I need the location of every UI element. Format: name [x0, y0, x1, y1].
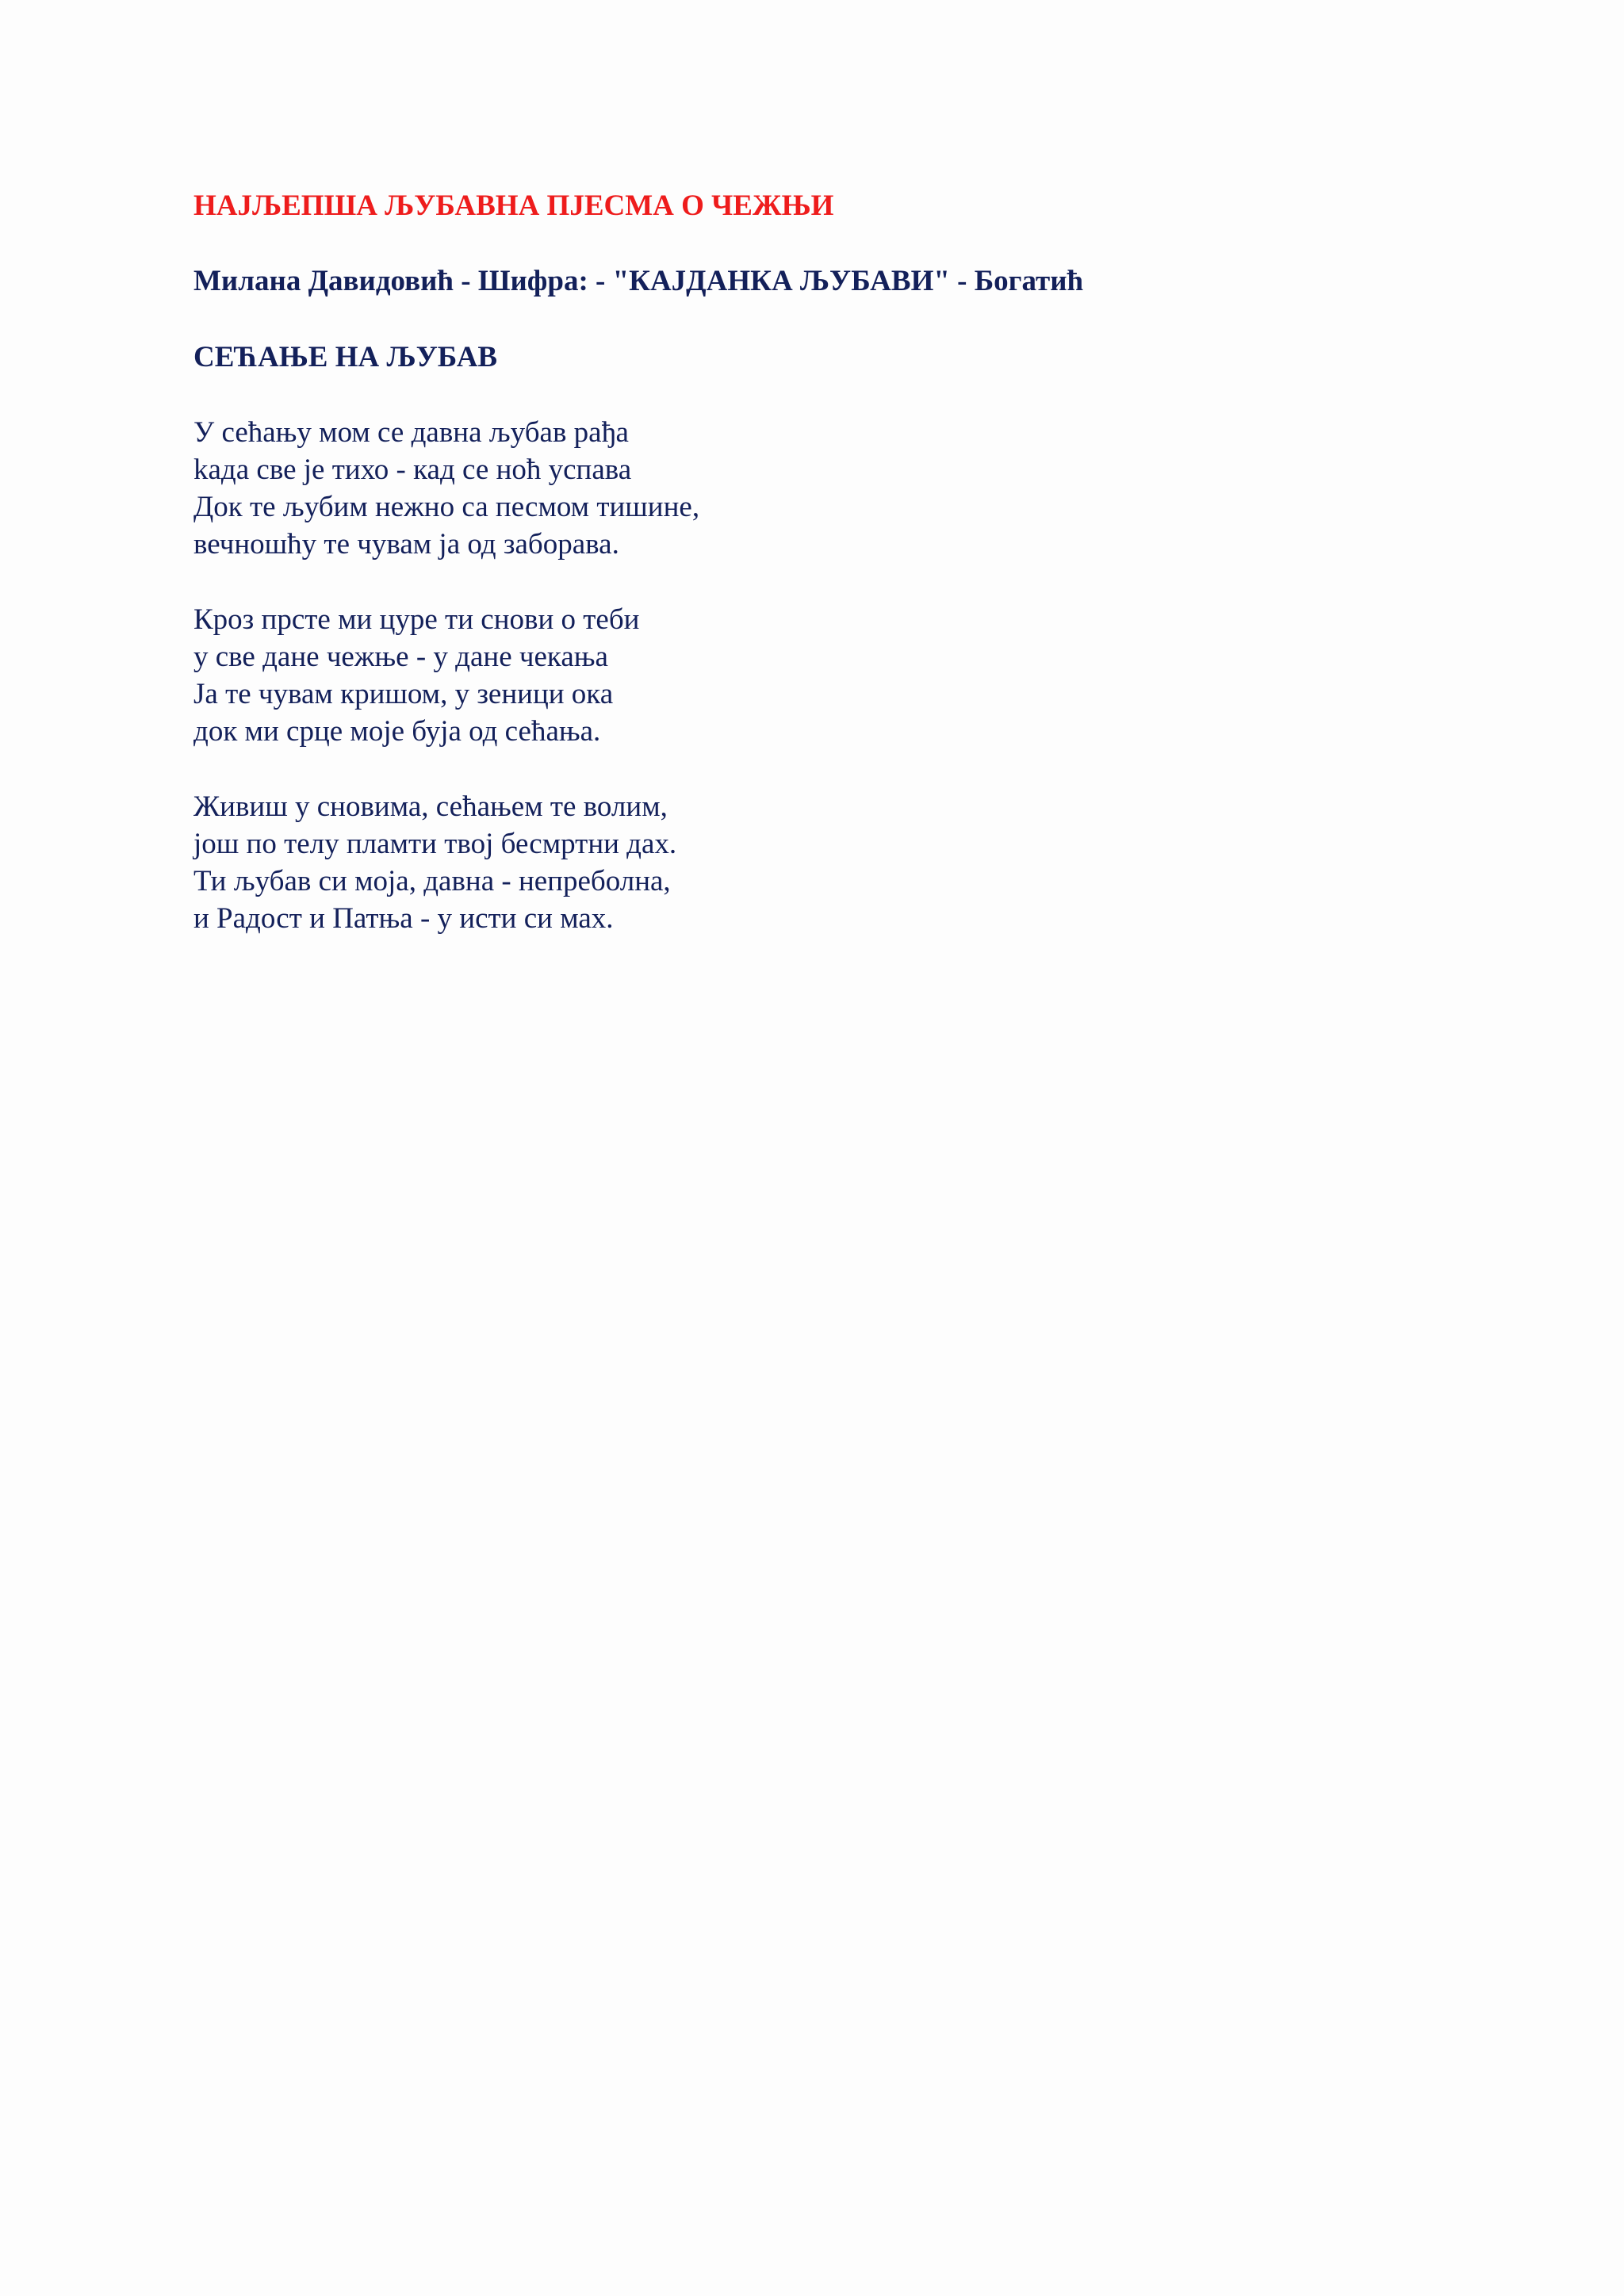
stanza-3 [193, 788, 1462, 937]
poem-line: Док те љубим нежно са песмом тишине, [193, 491, 700, 523]
author-line: Милана Давидовић - Шифра: - "КАЈДАНКА ЉУБАВИ" - Богатић [193, 265, 1084, 297]
poem-line: вечношћу те чувам ја од заборава. [193, 528, 619, 561]
document-title: НАЈЉЕПША ЉУБАВНА ПЈЕСМА О ЧЕЖЊИ [193, 189, 834, 222]
poem-line: Кроз прсте ми цуре ти снови о теби [193, 603, 640, 636]
poem-body [193, 414, 1462, 937]
poem-line: Живиш у сновима, сећањем те волим, [193, 790, 668, 823]
poem-line: Ти љубав си моја, давна - непреболна, [193, 865, 671, 897]
poem-line: kада све је тихо - кад се ноћ успава [193, 453, 632, 486]
poem-line: У сећању мом се давна љубав рађа [193, 416, 629, 449]
poem-line: и Радост и Патња - у исти си мах. [193, 902, 614, 935]
stanza-2 [193, 601, 1462, 750]
poem-line: Ја те чувам кришом, у зеници ока [193, 678, 614, 710]
document-content [193, 187, 1462, 975]
stanza-1 [193, 414, 1462, 563]
poem-line: још по телу пламти твој бесмртни дах. [193, 828, 677, 860]
poem-title: СЕЋАЊЕ НА ЉУБАВ [193, 341, 498, 373]
poem-line: док ми срце моје буја од сећања. [193, 715, 601, 748]
poem-line: у све дане чежње - у дане чекања [193, 641, 608, 673]
